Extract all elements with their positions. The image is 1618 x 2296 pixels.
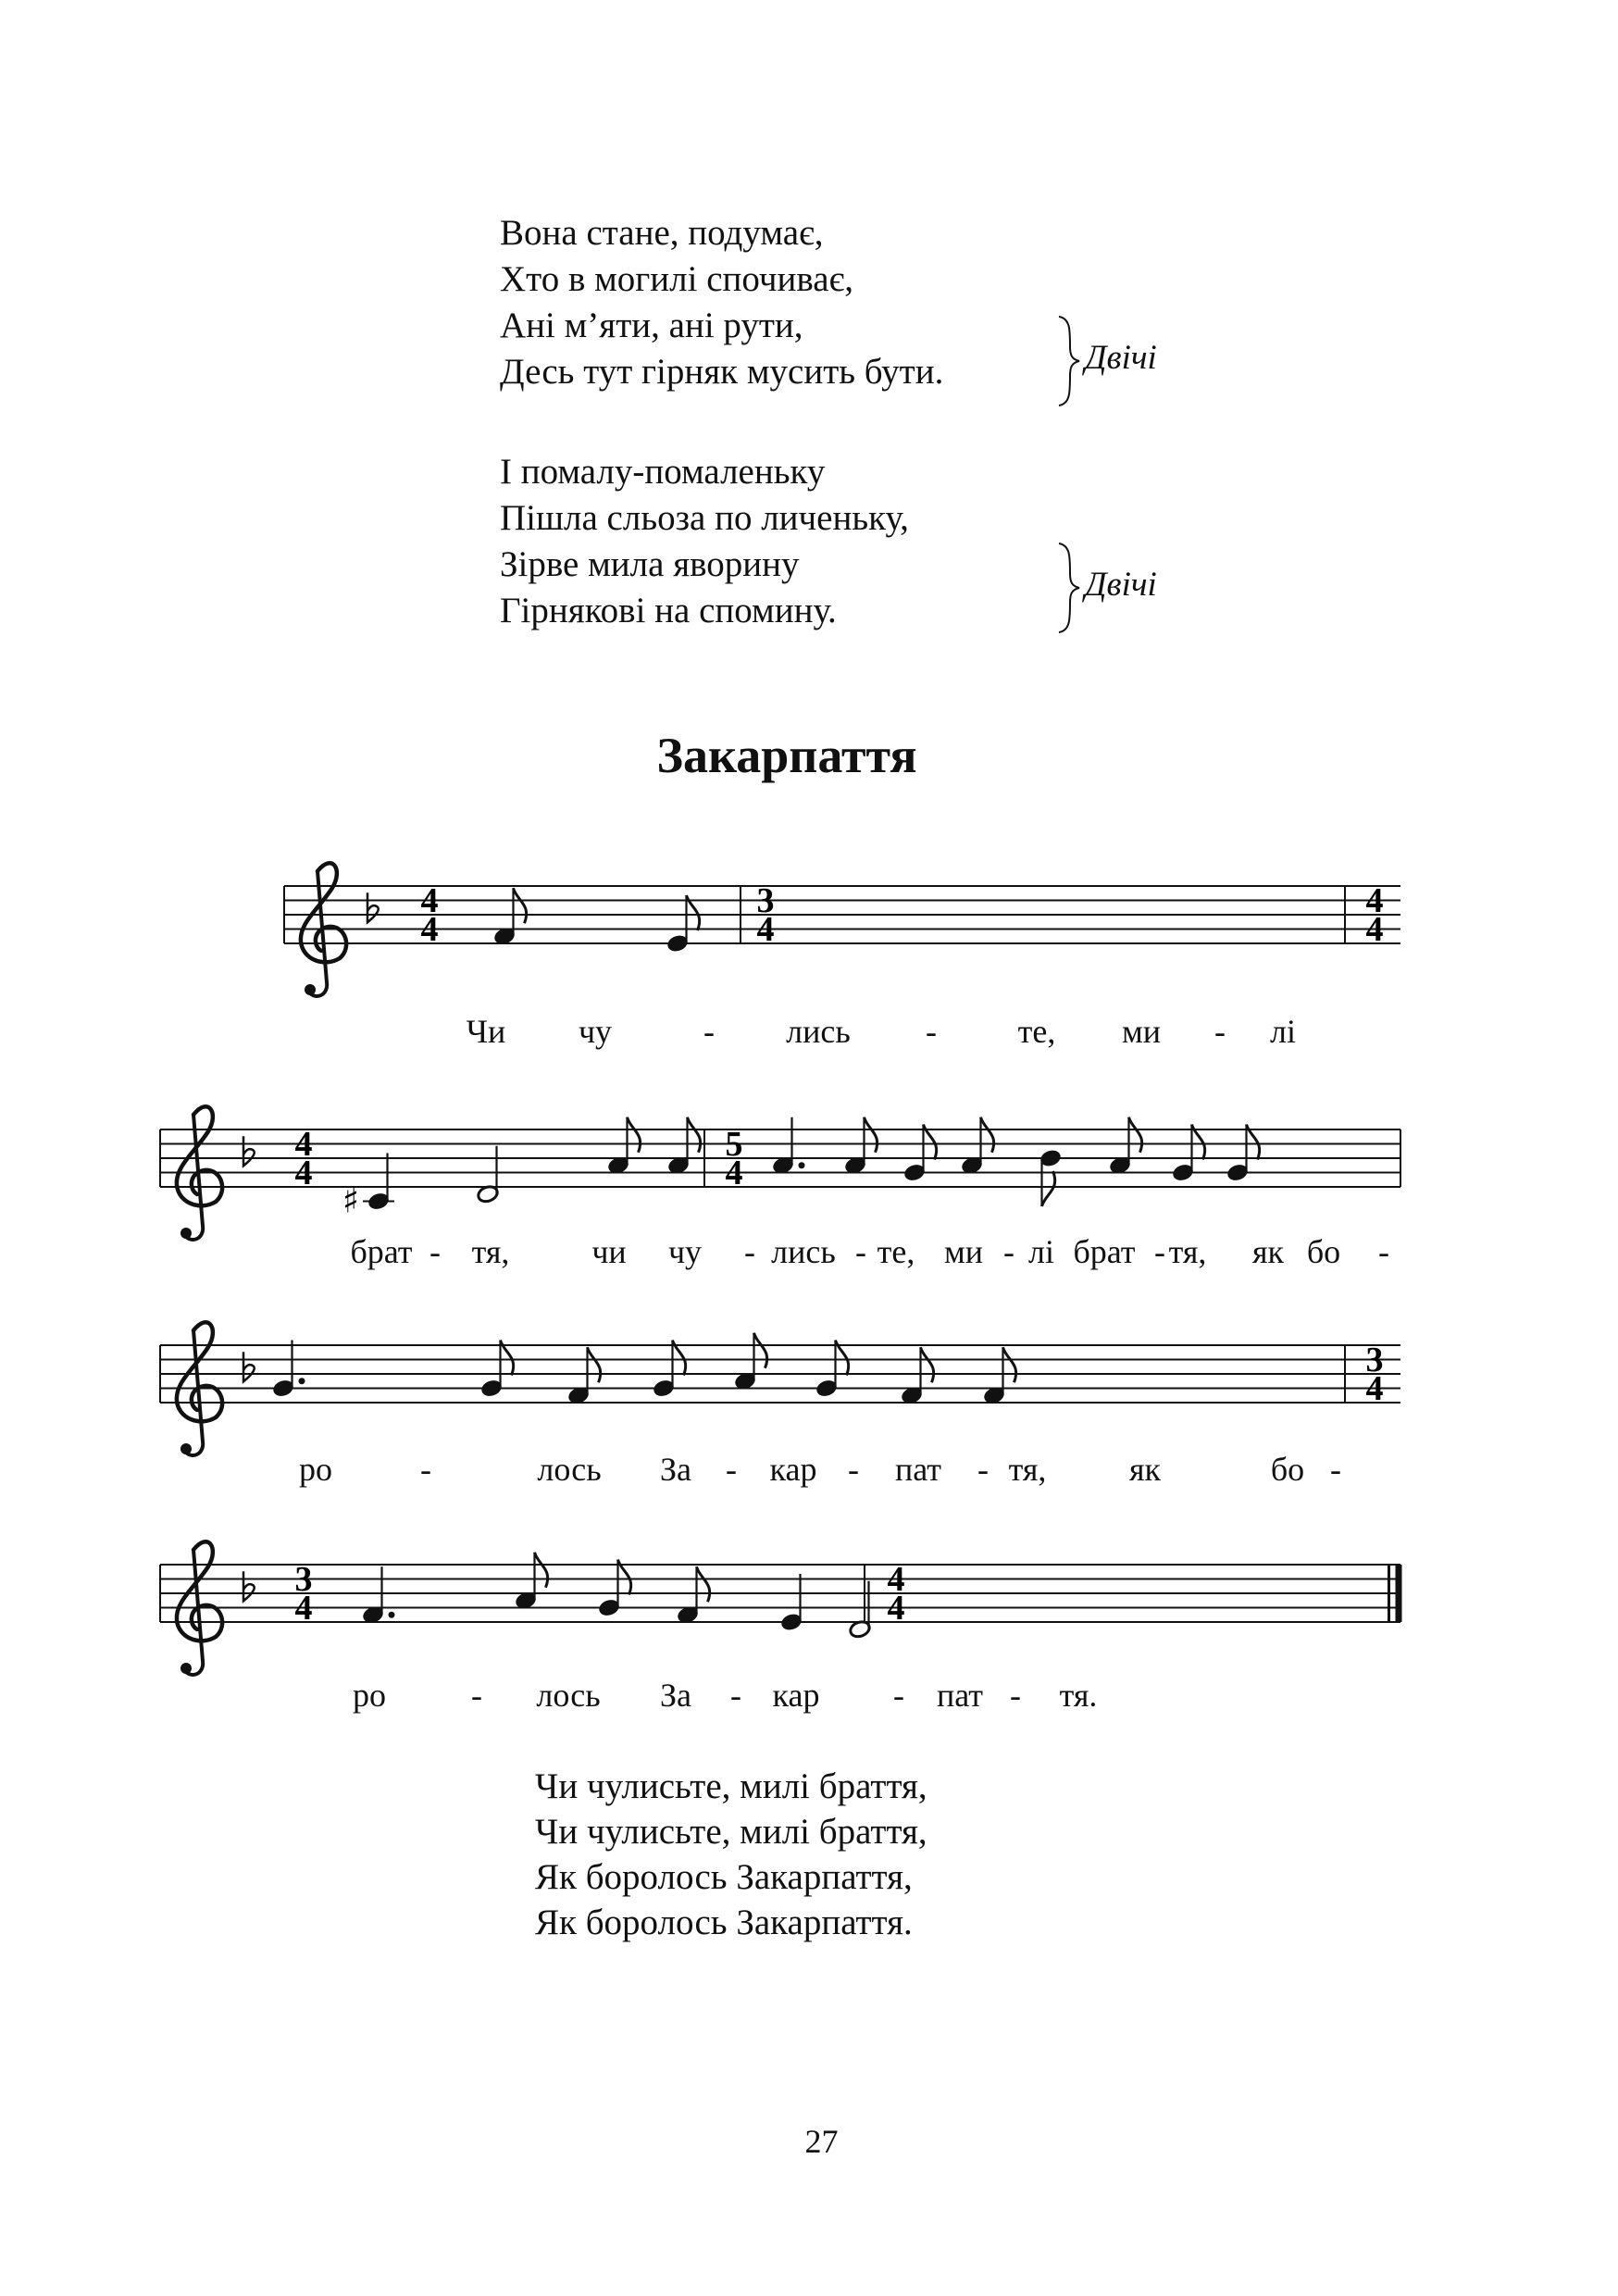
time-signature-numerator: 4 bbox=[887, 1560, 905, 1599]
verse-line: Як боролось Закарпаття, bbox=[535, 1857, 913, 1897]
lyric-syllable: - bbox=[420, 1451, 431, 1488]
note bbox=[815, 1341, 849, 1399]
note bbox=[1109, 1117, 1142, 1176]
note bbox=[844, 1117, 877, 1176]
note-flag bbox=[981, 1117, 994, 1153]
lyric-syllable: лі bbox=[1270, 1013, 1296, 1050]
lyric-syllable: ми bbox=[943, 1233, 984, 1270]
note bbox=[780, 1574, 803, 1632]
key-flat bbox=[243, 1136, 255, 1166]
note bbox=[477, 1146, 500, 1204]
note-flag bbox=[535, 1553, 548, 1588]
note bbox=[493, 888, 527, 946]
time-signature-numerator: 5 bbox=[725, 1125, 743, 1164]
note-flag bbox=[1129, 1117, 1142, 1153]
note-flag bbox=[1042, 1171, 1055, 1206]
lyric-syllable: - bbox=[730, 1677, 741, 1714]
lyric-syllable: пат bbox=[936, 1677, 984, 1714]
lyric-syllable: лись bbox=[771, 1233, 836, 1270]
lyric-syllable: брат bbox=[1073, 1233, 1136, 1270]
time-signature-denominator: 4 bbox=[420, 910, 439, 949]
time-signature-numerator: 3 bbox=[1365, 1341, 1384, 1379]
lyric-syllable: - bbox=[977, 1451, 989, 1488]
note bbox=[1172, 1125, 1205, 1183]
time-signature-denominator: 4 bbox=[756, 910, 775, 949]
lyric-syllable: - bbox=[1010, 1677, 1021, 1714]
lyric-syllable: За bbox=[659, 1451, 692, 1488]
lyric-syllable: тя, bbox=[1168, 1233, 1207, 1270]
song-title: Закарпаття bbox=[656, 728, 917, 783]
note-flag bbox=[697, 1566, 710, 1602]
note bbox=[598, 1560, 631, 1618]
time-signature-denominator: 4 bbox=[725, 1154, 743, 1192]
note bbox=[677, 1566, 710, 1625]
lyric-syllable: як bbox=[1251, 1233, 1285, 1270]
note-flag bbox=[514, 888, 527, 923]
lyric-syllable: - bbox=[855, 1233, 866, 1270]
lyric-syllable: лось bbox=[537, 1451, 602, 1488]
note bbox=[653, 1341, 686, 1399]
lyric-syllable: - bbox=[726, 1451, 737, 1488]
verse-line: Пішла сльоза по личеньку, bbox=[500, 498, 909, 538]
sharp-accidental: ♯ bbox=[342, 1179, 360, 1221]
song-verse bbox=[535, 1764, 927, 1945]
note bbox=[272, 1341, 305, 1399]
lyric-syllable: лись bbox=[786, 1013, 851, 1050]
time-signature-numerator: 3 bbox=[756, 881, 775, 920]
note bbox=[983, 1347, 1016, 1405]
note bbox=[1039, 1148, 1063, 1206]
note bbox=[480, 1341, 514, 1399]
repeat-label: Двічі bbox=[1085, 339, 1157, 377]
note bbox=[607, 1117, 641, 1176]
page-number: 27 bbox=[804, 2123, 839, 2160]
verse-line: Чи чулисьте, милі браття, bbox=[535, 1812, 927, 1852]
note-dot bbox=[389, 1612, 395, 1618]
key-flat bbox=[243, 1571, 255, 1601]
note-dot bbox=[299, 1378, 305, 1384]
lyric-syllable: - bbox=[893, 1677, 904, 1714]
note-flag bbox=[688, 1117, 701, 1153]
lyric-syllable: тя, bbox=[1008, 1451, 1047, 1488]
lyric-syllable: кар bbox=[769, 1451, 817, 1488]
time-signature-denominator: 4 bbox=[1365, 910, 1384, 949]
lyric-syllable: ро bbox=[299, 1451, 332, 1488]
lyric-syllable: - bbox=[703, 1013, 715, 1050]
lyric-syllable: - bbox=[744, 1233, 755, 1270]
lyric-syllable: чу bbox=[578, 1013, 613, 1050]
time-signature-numerator: 4 bbox=[294, 1125, 313, 1164]
lyric-syllable: Чи bbox=[466, 1013, 506, 1050]
note bbox=[667, 1117, 701, 1176]
note bbox=[734, 1333, 767, 1391]
verse-line: Хто в могилі спочиває, bbox=[500, 259, 854, 299]
lyric-syllable: За bbox=[659, 1677, 692, 1714]
lyric-syllable: як bbox=[1128, 1451, 1162, 1488]
lyric-syllable: - bbox=[1154, 1233, 1165, 1270]
note-dot bbox=[799, 1162, 805, 1168]
time-signature-denominator: 4 bbox=[887, 1589, 905, 1628]
note-flag bbox=[628, 1117, 641, 1153]
lyric-syllable: - bbox=[848, 1451, 859, 1488]
note bbox=[772, 1117, 805, 1176]
lyric-syllable: ми bbox=[1121, 1013, 1162, 1050]
lyric-syllable: - bbox=[429, 1233, 441, 1270]
verse-line: І помалу-помаленьку bbox=[500, 452, 826, 492]
note bbox=[515, 1553, 548, 1611]
lyric-syllable: тя, bbox=[471, 1233, 510, 1270]
note-flag bbox=[754, 1333, 767, 1368]
verse-line: Ані м’яти, ані рути, bbox=[500, 306, 803, 345]
key-flat bbox=[243, 1352, 255, 1381]
key-flat bbox=[367, 892, 379, 922]
note bbox=[666, 895, 700, 954]
lyric-syllable: брат bbox=[350, 1233, 413, 1270]
note-flag bbox=[921, 1347, 934, 1382]
note bbox=[567, 1347, 601, 1405]
note bbox=[901, 1347, 934, 1405]
note bbox=[849, 1581, 872, 1640]
verse-line: Як боролось Закарпаття. bbox=[535, 1903, 913, 1942]
time-signature-denominator: 4 bbox=[294, 1154, 313, 1192]
lyric-syllable: ро bbox=[353, 1677, 386, 1714]
lyric-syllable: лось bbox=[536, 1677, 601, 1714]
verse-line: Зірве мила яворину bbox=[500, 544, 800, 584]
time-signature-numerator: 3 bbox=[294, 1560, 313, 1599]
note-flag bbox=[1003, 1347, 1016, 1382]
verse-line: Гірнякові на спомину. bbox=[500, 591, 837, 630]
lyric-syllable: пат bbox=[894, 1451, 942, 1488]
verse-line: Вона стане, подумає, bbox=[500, 213, 824, 253]
lyric-syllable: чи bbox=[591, 1233, 627, 1270]
lyric-syllable: бо bbox=[1306, 1233, 1341, 1270]
note-flag bbox=[865, 1117, 877, 1153]
repeat-label: Двічі bbox=[1085, 566, 1157, 604]
note bbox=[961, 1117, 994, 1176]
lyric-syllable: лі bbox=[1028, 1233, 1054, 1270]
note bbox=[903, 1125, 937, 1183]
time-signature-denominator: 4 bbox=[1365, 1369, 1384, 1408]
lyric-syllable: - bbox=[926, 1013, 937, 1050]
lyric-syllable: - bbox=[1003, 1233, 1014, 1270]
lyric-syllable: те, bbox=[877, 1233, 915, 1270]
time-signature-denominator: 4 bbox=[294, 1589, 313, 1628]
note bbox=[1226, 1125, 1260, 1183]
note-flag bbox=[588, 1347, 601, 1382]
lyric-syllable: тя. bbox=[1059, 1677, 1098, 1714]
note bbox=[362, 1566, 395, 1625]
time-signature-numerator: 4 bbox=[1365, 881, 1384, 920]
lyric-syllable: - bbox=[471, 1677, 482, 1714]
lyric-syllable: - bbox=[1214, 1013, 1226, 1050]
lyric-syllable: - bbox=[1378, 1233, 1389, 1270]
lyric-syllable: кар bbox=[772, 1677, 820, 1714]
lyric-syllable: те, bbox=[1017, 1013, 1056, 1050]
lyric-syllable: - bbox=[1330, 1451, 1341, 1488]
lyric-syllable: чу bbox=[667, 1233, 703, 1270]
lyric-syllable: бо bbox=[1270, 1451, 1305, 1488]
verse-line: Десь тут гірняк мусить бути. bbox=[500, 352, 944, 392]
verse-line: Чи чулисьте, милі браття, bbox=[535, 1766, 927, 1806]
time-signature-numerator: 4 bbox=[420, 881, 439, 920]
